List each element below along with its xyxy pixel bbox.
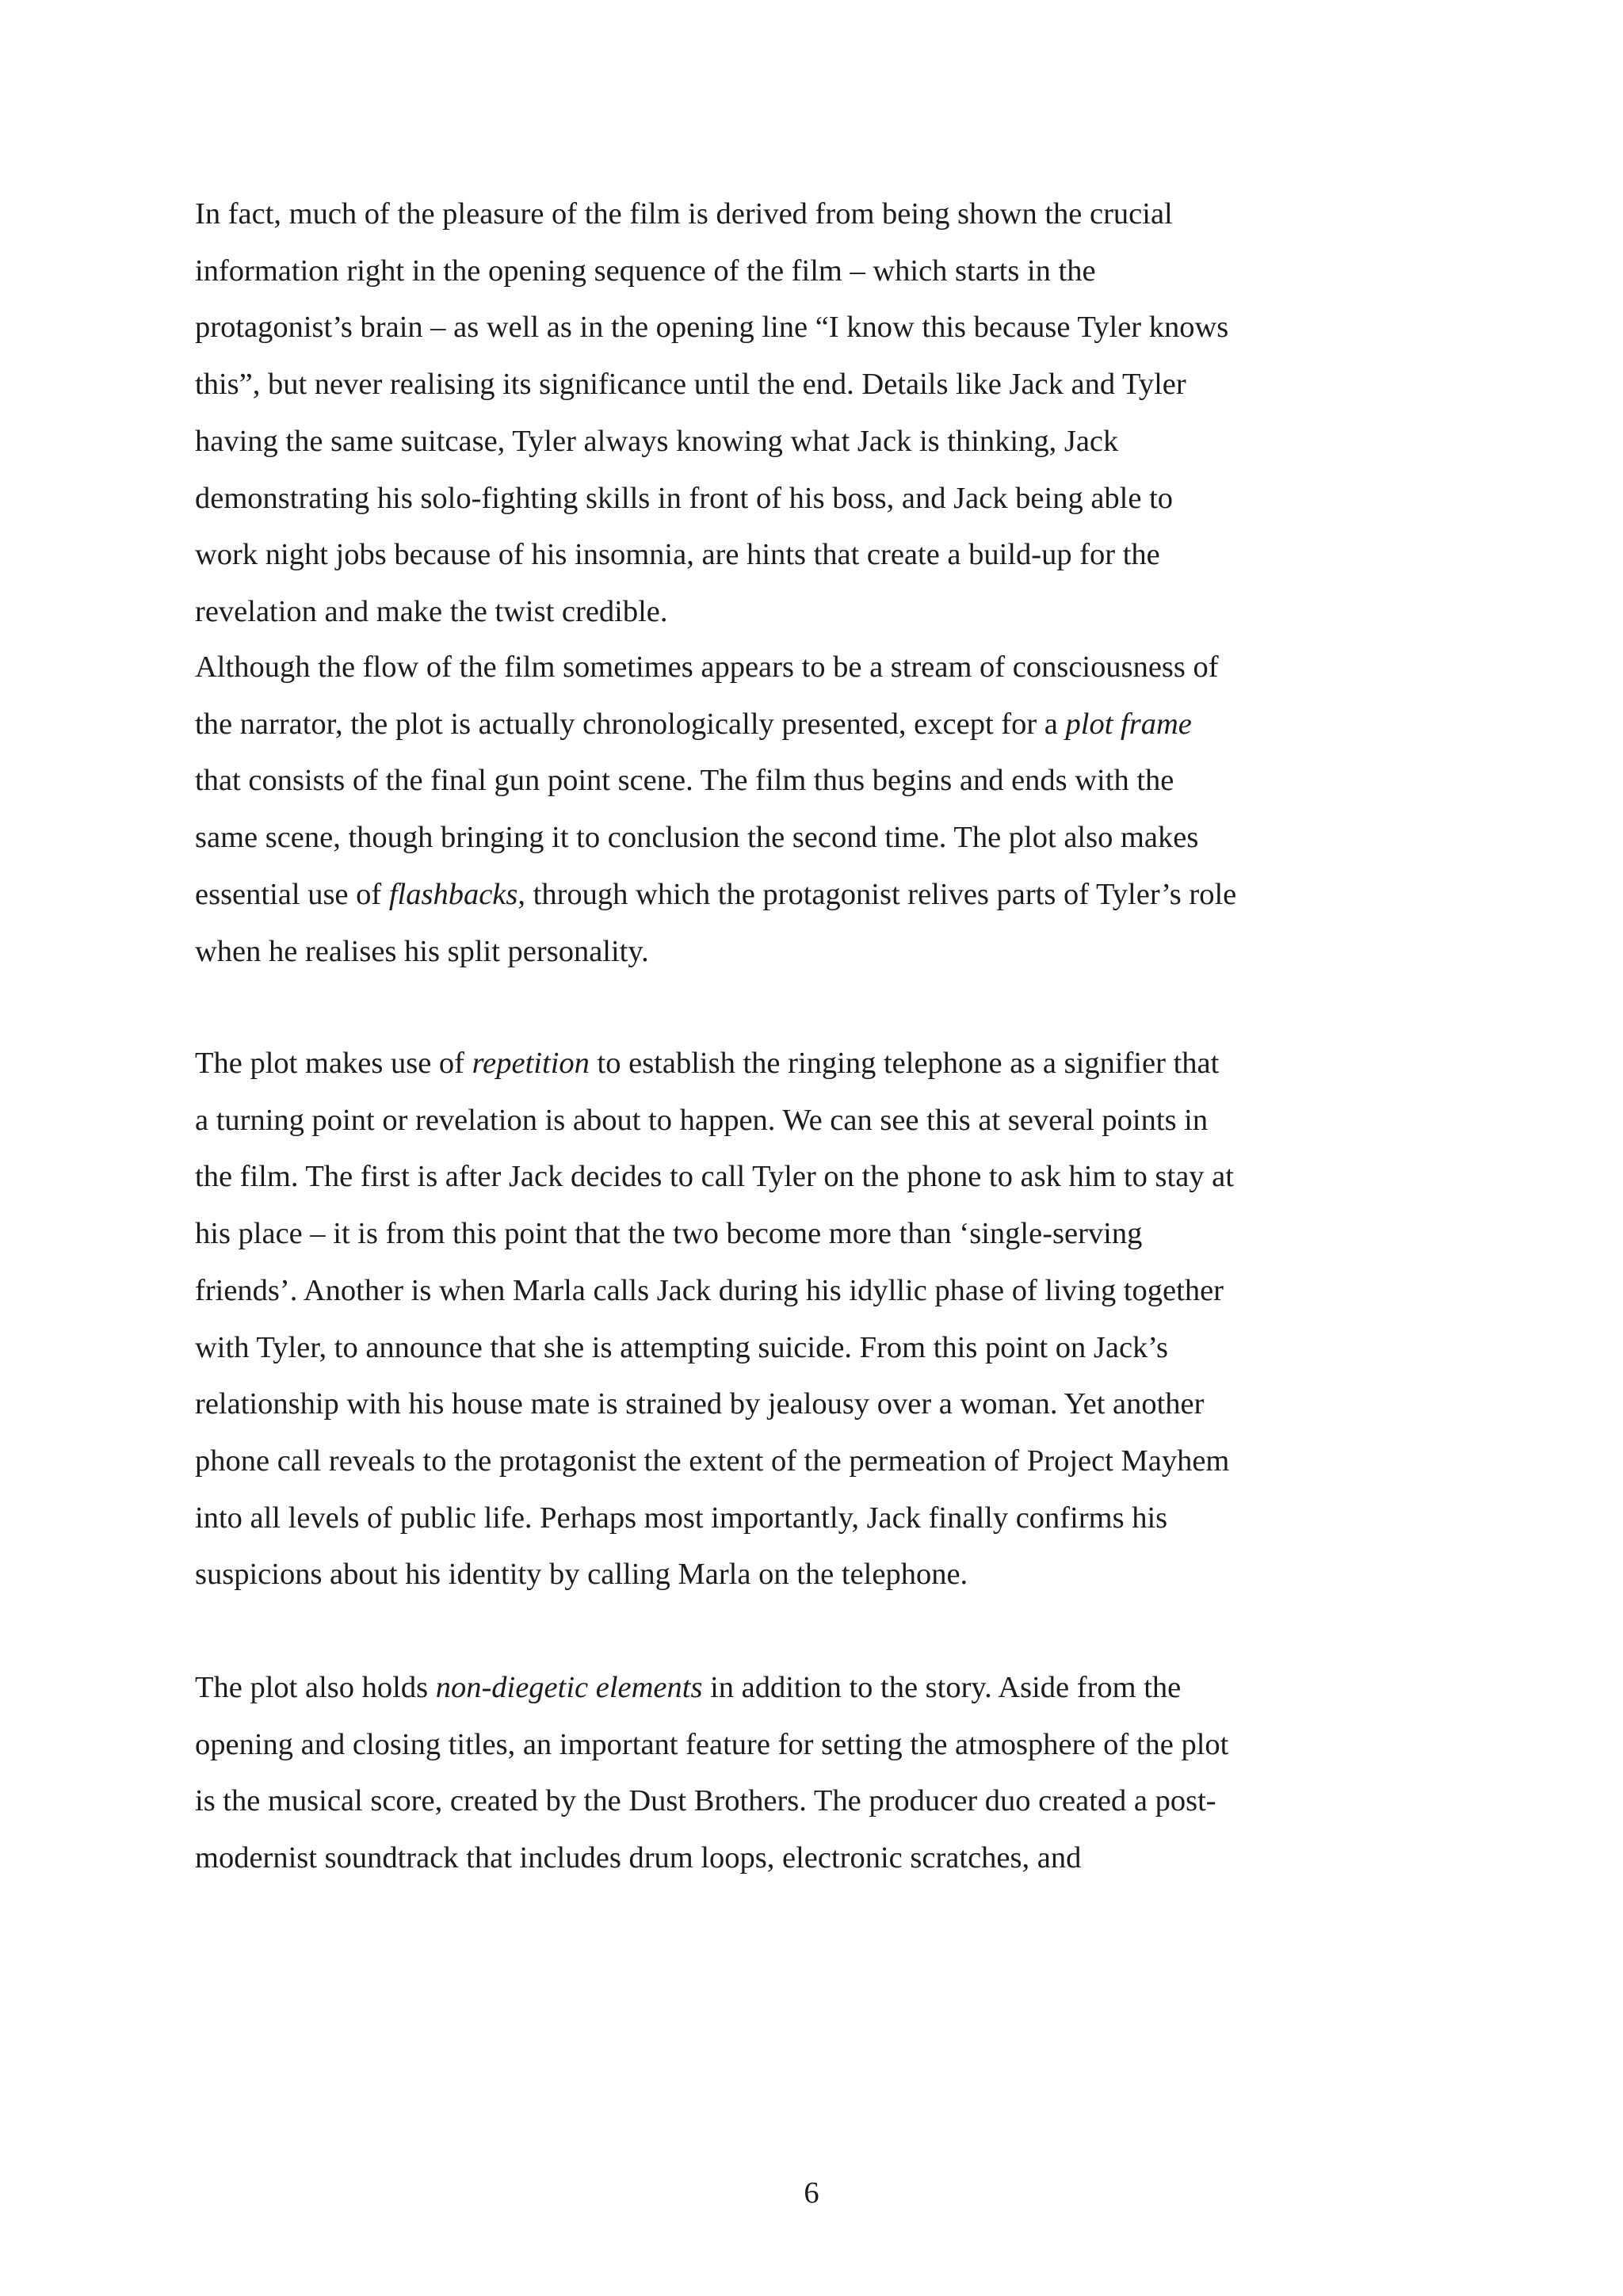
- text-segment: revelation and make the twist credible.: [195, 594, 668, 628]
- text-segment: the film. The first is after Jack decides to call Tyler on the phone to ask him to stay at: [195, 1160, 1234, 1194]
- text-segment: protagonist’s brain – as well as in the opening line “I know this because Tyler knows: [195, 311, 1229, 345]
- text-segment: having the same suitcase, Tyler always knowing what Jack is thinking, Jack: [195, 424, 1119, 458]
- text-segment: phone call reveals to the protagonist the extent of the permeation of Project Mayhem: [195, 1444, 1230, 1478]
- text-line: [195, 875, 1236, 913]
- text-line: [195, 195, 1173, 233]
- text-segment: with Tyler, to announce that she is attempting suicide. From this point on Jack’s: [195, 1330, 1168, 1364]
- text-line: [195, 648, 1219, 686]
- text-segment: Although the flow of the film sometimes appears to be a stream of consciousness of: [195, 650, 1219, 684]
- text-line: [195, 933, 649, 971]
- italic-term: non-diegetic elements: [435, 1671, 703, 1704]
- italic-term: plot frame: [1065, 707, 1192, 741]
- page-number: 6: [804, 2176, 819, 2210]
- text-line: [195, 1839, 1081, 1877]
- text-line: [195, 479, 1173, 517]
- text-line: [195, 536, 1160, 574]
- text-segment: in addition to the story. Aside from the: [702, 1671, 1182, 1704]
- text-segment: a turning point or revelation is about to happen. We can see this at several points in: [195, 1103, 1209, 1137]
- text-line: [195, 1158, 1234, 1196]
- text-segment: demonstrating his solo-fighting skills in front of his boss, and Jack being able to: [195, 481, 1174, 515]
- text-segment: the narrator, the plot is actually chronologically presented, except for a: [195, 707, 1066, 741]
- text-line: [195, 252, 1096, 290]
- text-segment: friends’. Another is when Marla calls Jack during his idyllic phase of living together: [195, 1273, 1224, 1307]
- text-line: [195, 705, 1192, 743]
- text-line: [195, 1726, 1228, 1764]
- text-line: [195, 1555, 968, 1593]
- text-segment: In fact, much of the pleasure of the film is derived from being shown the crucial: [195, 197, 1173, 231]
- text-segment: , through which the protagonist relives parts of Tyler’s role: [517, 877, 1237, 911]
- text-segment: into all levels of public life. Perhaps most importantly, Jack finally confirms his: [195, 1501, 1168, 1535]
- text-segment: opening and closing titles, an important feature for setting the atmosphere of the plot: [195, 1727, 1229, 1761]
- text-segment: to establish the ringing telephone as a signifier that: [589, 1047, 1220, 1080]
- text-line: [195, 1329, 1168, 1367]
- text-line: [195, 1499, 1167, 1537]
- text-line: [195, 1044, 1219, 1082]
- text-line: [195, 365, 1186, 403]
- text-line: [195, 308, 1228, 346]
- text-segment: is the musical score, created by the Dust Brothers. The producer duo created a post-: [195, 1784, 1216, 1818]
- text-line: [195, 1782, 1216, 1820]
- text-line: [195, 593, 668, 631]
- text-line: [195, 1669, 1181, 1707]
- text-line: [195, 422, 1118, 460]
- text-segment: suspicions about his identity by calling Marla on the telephone.: [195, 1558, 968, 1592]
- text-line: [195, 1442, 1229, 1480]
- text-segment: relationship with his house mate is strained by jealousy over a woman. Yet another: [195, 1387, 1205, 1421]
- text-segment: when he realises his split personality.: [195, 934, 649, 968]
- text-segment: this”, but never realising its significance until the end. Details like Jack and Tyler: [195, 368, 1186, 402]
- italic-term: repetition: [472, 1047, 590, 1080]
- text-segment: modernist soundtrack that includes drum loops, electronic scratches, and: [195, 1841, 1082, 1875]
- text-segment: that consists of the final gun point scene. The film thus begins and ends with the: [195, 764, 1174, 798]
- italic-term: flashbacks: [388, 877, 518, 911]
- text-segment: information right in the opening sequence of the film – which starts in the: [195, 254, 1096, 288]
- text-line: [195, 1385, 1204, 1423]
- text-segment: same scene, though bringing it to conclusion the second time. The plot also makes: [195, 821, 1199, 855]
- text-segment: his place – it is from this point that the two become more than ‘single-serving: [195, 1217, 1143, 1251]
- text-segment: The plot also holds: [195, 1671, 436, 1704]
- text-line: [195, 818, 1198, 856]
- text-line: [195, 1215, 1142, 1253]
- text-line: [195, 1272, 1224, 1310]
- text-segment: work night jobs because of his insomnia, are hints that create a build-up for the: [195, 538, 1160, 572]
- text-line: [195, 761, 1174, 799]
- text-segment: essential use of: [195, 877, 389, 911]
- text-line: [195, 1101, 1208, 1139]
- text-segment: The plot makes use of: [195, 1047, 472, 1080]
